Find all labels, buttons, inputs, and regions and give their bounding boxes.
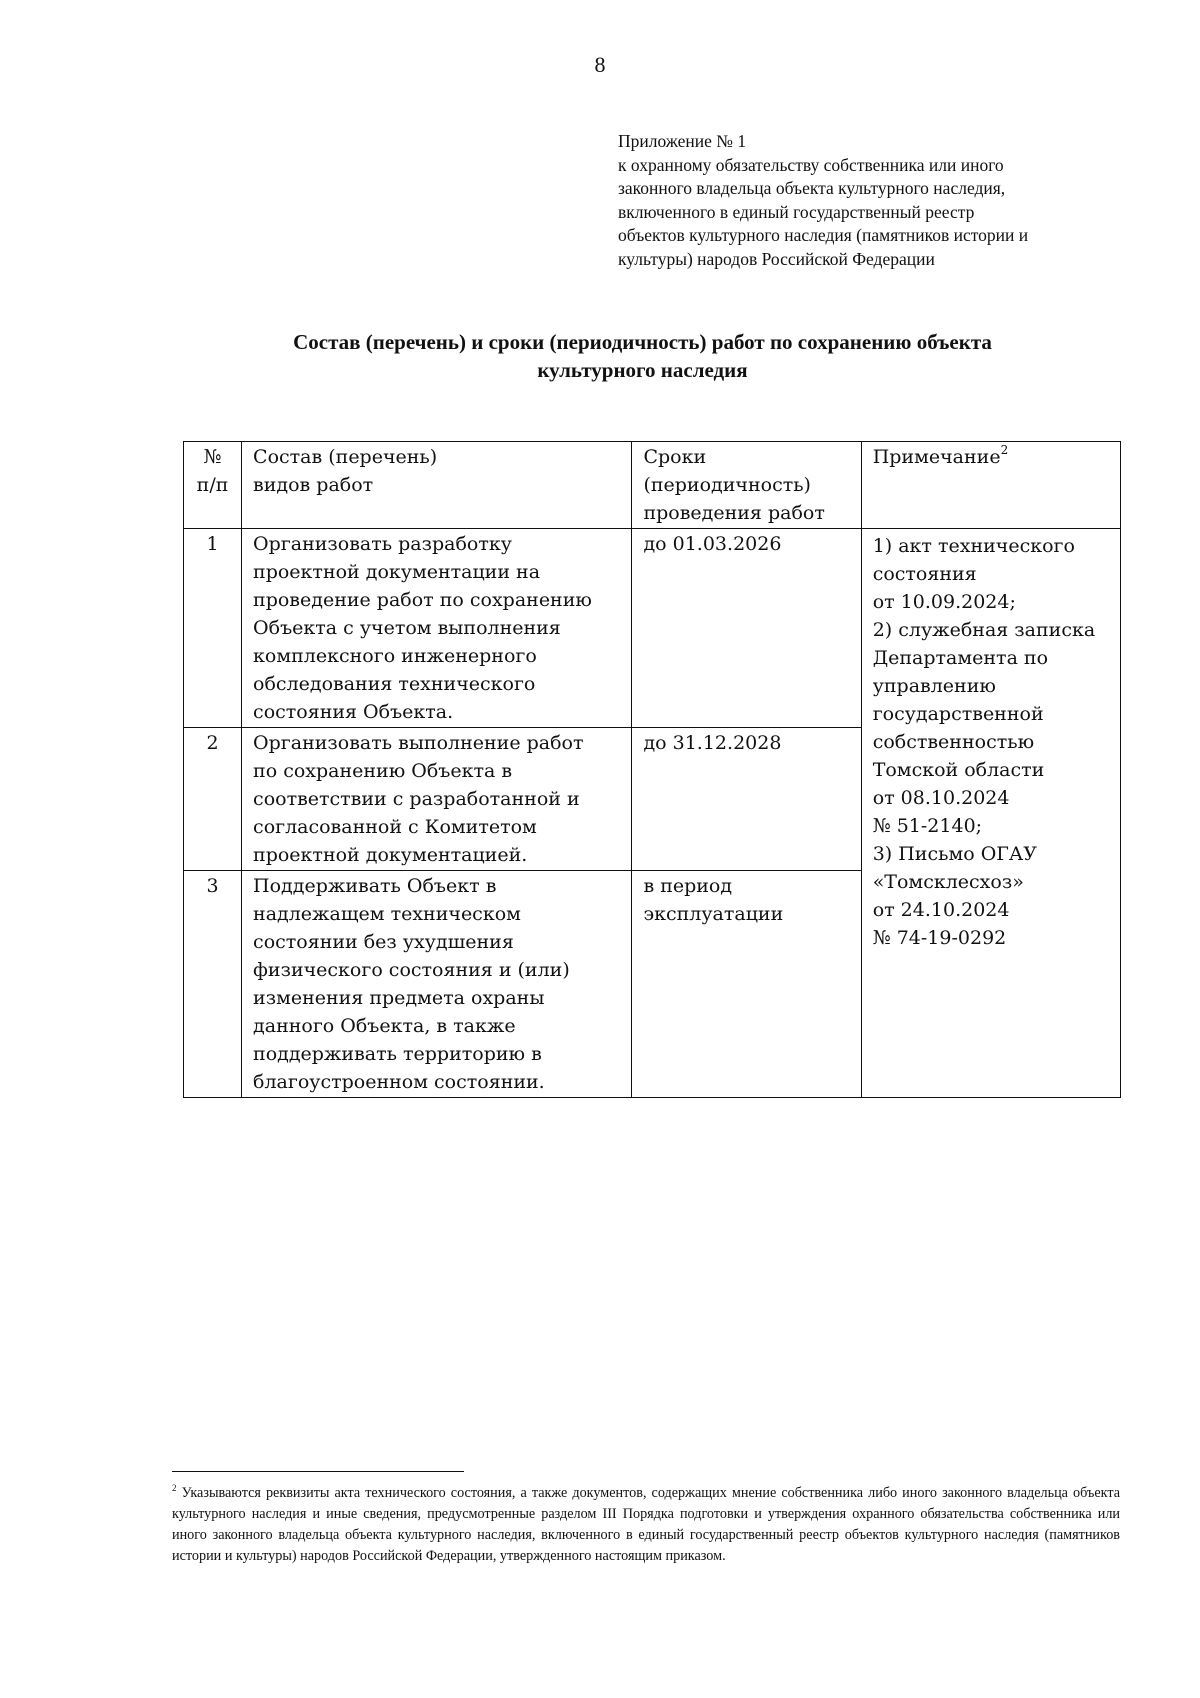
note-line: Томской области (872, 759, 1045, 781)
row-term: до 31.12.2028 (632, 728, 861, 871)
row-term-line: эксплуатации (643, 903, 784, 925)
note-line: от 24.10.2024 (872, 899, 1010, 921)
row-work-line: Объекта с учетом выполнения (253, 617, 561, 639)
row-work (242, 871, 632, 1098)
row-work-line: физического состояния и (или) (253, 959, 570, 981)
header-number (184, 442, 242, 529)
document-title (150, 328, 1135, 384)
note-line: № 51-2140; (872, 815, 983, 837)
header-term-line: Сроки (643, 446, 707, 468)
row-work-line: данного Объекта, в также (253, 1015, 516, 1037)
note-line: состояния (872, 563, 977, 585)
footnote-text: Указываются реквизиты акта технического состояния, а также документов, содержащих мнение собственника либо иного законного владельца объекта культурного наследия и иные сведения, предусмотренные разделом III Порядка подготовки и утверждения охранного обязательства собственника или иного законного владельца объекта культурного наследия, включенного в единый государственный реестр объектов культурного наследия (памятников истории и культуры) народов Российской Федерации, утвержденного настоящим приказом. (172, 1485, 1120, 1564)
row-work-line: состоянии без ухудшения (253, 931, 514, 953)
document-title-line: культурного наследия (537, 358, 748, 382)
note-line: «Томсклесхоз» (872, 871, 1024, 893)
header-term (632, 442, 861, 529)
row-work-line: изменения предмета охраны (253, 987, 545, 1009)
header-term-line: проведения работ (643, 502, 825, 524)
row-work-line: обследования технического (253, 673, 536, 695)
row-work-line: Организовать разработку (253, 533, 512, 555)
appendix-line: культуры) народов Российской Федерации (618, 248, 935, 269)
header-note-label: Примечание (872, 446, 1001, 468)
appendix-line: Приложение № 1 (618, 131, 747, 151)
note-line: собственностью (872, 731, 1035, 753)
header-number-line: № (203, 446, 222, 468)
note-line: от 08.10.2024 (872, 787, 1010, 809)
table-header-row (184, 442, 1121, 529)
row-work-line: благоустроенном состоянии. (253, 1071, 545, 1093)
note-line: управлению (872, 675, 996, 697)
appendix-line: объектов культурного наследия (памятников истории и (618, 225, 1029, 245)
row-work-line: Поддерживать Объект в (253, 875, 497, 897)
row-number: 2 (184, 728, 242, 871)
header-work-line: Состав (перечень) (253, 446, 438, 468)
footnote-separator (172, 1471, 464, 1472)
works-table (183, 441, 1121, 1098)
note-line: государственной (872, 703, 1044, 725)
table-row (184, 529, 1121, 728)
page-number: 8 (594, 52, 606, 77)
row-work-line: проведение работ по сохранению (253, 589, 592, 611)
row-work-line: соответствии с разработанной и (253, 788, 580, 810)
row-number: 3 (184, 871, 242, 1098)
note-cell (861, 529, 1120, 1098)
appendix-line: включенного в единый государственный реестр (618, 201, 975, 222)
document-title-line: Состав (перечень) и сроки (периодичность) работ по сохранению объекта (293, 330, 992, 354)
row-work-line: состояния Объекта. (253, 701, 454, 723)
row-work-line: по сохранению Объекта в (253, 760, 513, 782)
header-term-line: (периодичность) (643, 474, 811, 496)
appendix-line: к охранному обязательству собственника или иного (618, 154, 1004, 175)
note-line: № 74-19-0292 (872, 927, 1007, 949)
row-term (632, 871, 861, 1098)
note-line: 1) акт технического (872, 535, 1075, 557)
note-line: от 10.09.2024; (872, 591, 1016, 613)
appendix-heading (618, 130, 1138, 271)
footnote (172, 1483, 1120, 1567)
row-work-line: поддерживать территорию в (253, 1043, 542, 1065)
row-term: до 01.03.2026 (632, 529, 861, 728)
header-work (242, 442, 632, 529)
footnote-reference: 2 (1000, 443, 1009, 457)
note-line: 3) Письмо ОГАУ (872, 843, 1037, 865)
row-number: 1 (184, 529, 242, 728)
header-number-line: п/п (196, 474, 229, 496)
note-line: Департамента по (872, 647, 1049, 669)
row-work-line: комплексного инженерного (253, 645, 537, 667)
row-work (242, 529, 632, 728)
row-work-line: надлежащем техническом (253, 903, 521, 925)
row-work-line: проектной документацией. (253, 844, 528, 866)
appendix-line: законного владельца объекта культурного наследия, (618, 178, 1006, 198)
row-work (242, 728, 632, 871)
footnote-marker: 2 (172, 1483, 177, 1493)
note-line: 2) служебная записка (872, 619, 1096, 641)
row-work-line: проектной документации на (253, 561, 541, 583)
header-work-line: видов работ (253, 474, 374, 496)
row-work-line: согласованной с Комитетом (253, 816, 537, 838)
header-note (861, 442, 1120, 529)
row-work-line: Организовать выполнение работ (253, 732, 584, 754)
row-term-line: в период (643, 875, 733, 897)
